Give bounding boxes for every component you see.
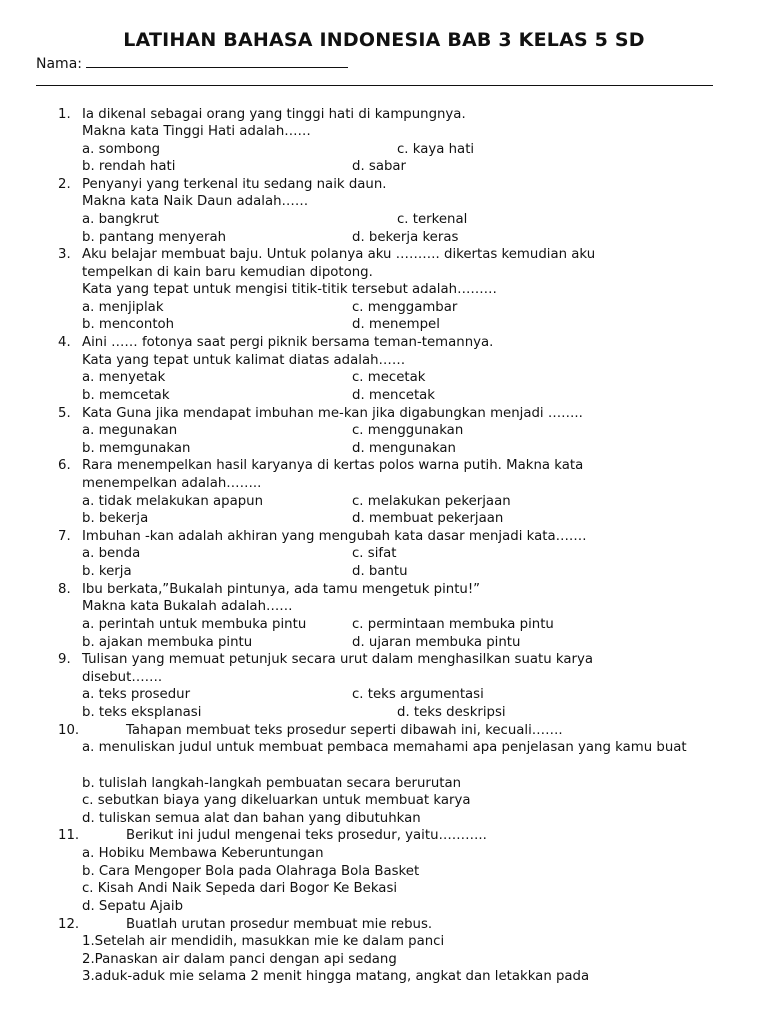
question-8-option-c[interactable]: c. permintaan membuka pintu: [352, 617, 554, 632]
question-6-option-b[interactable]: b. bekerja: [82, 511, 149, 526]
question-2-option-c[interactable]: c. terkenal: [397, 212, 468, 227]
question-1-option-d[interactable]: d. sabar: [352, 159, 407, 174]
question-12-step-2: 2.Panaskan air dalam panci dengan api sedang: [82, 952, 397, 967]
question-10-option-a[interactable]: a. menuliskan judul untuk membuat pembaca memahami apa penjelasan yang kamu buat: [82, 740, 687, 755]
question-9-option-a[interactable]: a. teks prosedur: [82, 687, 191, 702]
question-11-text: Berikut ini judul mengenai teks prosedur, yaitu………..: [126, 828, 487, 843]
question-1-option-b[interactable]: b. rendah hati: [82, 159, 176, 174]
question-6-option-d[interactable]: d. membuat pekerjaan: [352, 511, 504, 526]
question-1-option-c[interactable]: c. kaya hati: [397, 142, 475, 157]
question-7-text: Imbuhan -kan adalah akhiran yang mengubah kata dasar menjadi kata…….: [82, 529, 587, 544]
question-4-option-b[interactable]: b. memcetak: [82, 388, 170, 403]
name-blank-line[interactable]: [86, 53, 348, 68]
question-12-step-1: 1.Setelah air mendidih, masukkan mie ke dalam panci: [82, 934, 445, 949]
question-10-text: Tahapan membuat teks prosedur seperti dibawah ini, kecuali…….: [126, 723, 563, 738]
question-9-text: Tulisan yang memuat petunjuk secara urut dalam menghasilkan suatu karya: [82, 652, 594, 667]
question-12-number: 12.: [58, 917, 80, 932]
question-6-option-c[interactable]: c. melakukan pekerjaan: [352, 494, 511, 509]
question-2-text: Penyanyi yang terkenal itu sedang naik daun.: [82, 177, 387, 192]
question-9-number: 9.: [58, 652, 71, 667]
question-5-option-d[interactable]: d. mengunakan: [352, 441, 456, 456]
question-8-text: Ibu berkata,”Bukalah pintunya, ada tamu mengetuk pintu!”: [82, 582, 481, 597]
question-8-text: Makna kata Bukalah adalah……: [82, 599, 293, 614]
question-4-text: Kata yang tepat untuk kalimat diatas adalah……: [82, 353, 406, 368]
question-4-option-a[interactable]: a. menyetak: [82, 370, 166, 385]
question-5-option-a[interactable]: a. megunakan: [82, 423, 178, 438]
question-3-text: tempelkan di kain baru kemudian dipotong.: [82, 265, 373, 280]
question-3-number: 3.: [58, 247, 71, 262]
question-12-text: Buatlah urutan prosedur membuat mie rebus.: [126, 917, 433, 932]
question-11-option-d[interactable]: d. Sepatu Ajaib: [82, 899, 184, 914]
question-9-option-b[interactable]: b. teks eksplanasi: [82, 705, 202, 720]
question-4-option-c[interactable]: c. mecetak: [352, 370, 426, 385]
question-11-option-b[interactable]: b. Cara Mengoper Bola pada Olahraga Bola Basket: [82, 864, 420, 879]
question-10-option-d[interactable]: d. tuliskan semua alat dan bahan yang dibutuhkan: [82, 811, 421, 826]
question-1-text: Ia dikenal sebagai orang yang tinggi hati di kampungnya.: [82, 107, 466, 122]
question-6-text: Rara menempelkan hasil karyanya di kertas polos warna putih. Makna kata: [82, 458, 584, 473]
question-4-text: Aini …… fotonya saat pergi piknik bersama teman-temannya.: [82, 335, 494, 350]
question-6-number: 6.: [58, 458, 71, 473]
header-divider: [36, 85, 713, 86]
question-9-text: disebut…….: [82, 670, 163, 685]
question-9-option-c[interactable]: c. teks argumentasi: [352, 687, 484, 702]
question-8-option-a[interactable]: a. perintah untuk membuka pintu: [82, 617, 307, 632]
question-3-option-b[interactable]: b. mencontoh: [82, 317, 175, 332]
worksheet-title: LATIHAN BAHASA INDONESIA BAB 3 KELAS 5 SD: [123, 29, 645, 51]
question-5-number: 5.: [58, 406, 71, 421]
question-5-option-c[interactable]: c. menggunakan: [352, 423, 464, 438]
question-2-text: Makna kata Naik Daun adalah……: [82, 194, 309, 209]
name-label: Nama:: [36, 56, 82, 72]
question-2-option-d[interactable]: d. bekerja keras: [352, 230, 459, 245]
question-7-number: 7.: [58, 529, 71, 544]
question-7-option-d[interactable]: d. bantu: [352, 564, 408, 579]
question-11-number: 11.: [58, 828, 80, 843]
question-4-option-d[interactable]: d. mencetak: [352, 388, 436, 403]
question-4-number: 4.: [58, 335, 71, 350]
question-6-text: menempelkan adalah……..: [82, 476, 262, 491]
name-field: [36, 53, 348, 72]
question-5-text: Kata Guna jika mendapat imbuhan me-kan jika digabungkan menjadi ……..: [82, 406, 583, 421]
question-3-text: Aku belajar membuat baju. Untuk polanya aku ………. dikertas kemudian aku: [82, 247, 596, 262]
question-9-option-d[interactable]: d. teks deskripsi: [397, 705, 506, 720]
question-10-option-b[interactable]: b. tulislah langkah-langkah pembuatan secara berurutan: [82, 776, 462, 791]
question-11-option-a[interactable]: a. Hobiku Membawa Keberuntungan: [82, 846, 324, 861]
question-1-text: Makna kata Tinggi Hati adalah……: [82, 124, 311, 139]
question-7-option-c[interactable]: c. sifat: [352, 546, 397, 561]
question-11-option-c[interactable]: c. Kisah Andi Naik Sepeda dari Bogor Ke Bekasi: [82, 881, 398, 896]
question-8-option-d[interactable]: d. ujaran membuka pintu: [352, 635, 521, 650]
question-2-option-a[interactable]: a. bangkrut: [82, 212, 159, 227]
question-3-option-d[interactable]: d. menempel: [352, 317, 440, 332]
question-8-option-b[interactable]: b. ajakan membuka pintu: [82, 635, 253, 650]
question-5-option-b[interactable]: b. memgunakan: [82, 441, 191, 456]
question-2-option-b[interactable]: b. pantang menyerah: [82, 230, 227, 245]
question-3-option-a[interactable]: a. menjiplak: [82, 300, 164, 315]
question-3-option-c[interactable]: c. menggambar: [352, 300, 458, 315]
question-1-option-a[interactable]: a. sombong: [82, 142, 161, 157]
question-1-number: 1.: [58, 107, 71, 122]
question-7-option-a[interactable]: a. benda: [82, 546, 141, 561]
question-12-step-3: 3.aduk-aduk mie selama 2 menit hingga matang, angkat dan letakkan pada: [82, 969, 590, 984]
question-6-option-a[interactable]: a. tidak melakukan apapun: [82, 494, 264, 509]
question-2-number: 2.: [58, 177, 71, 192]
question-3-text: Kata yang tepat untuk mengisi titik-titik tersebut adalah………: [82, 282, 497, 297]
question-8-number: 8.: [58, 582, 71, 597]
question-7-option-b[interactable]: b. kerja: [82, 564, 132, 579]
question-10-option-c[interactable]: c. sebutkan biaya yang dikeluarkan untuk membuat karya: [82, 793, 471, 808]
question-10-number: 10.: [58, 723, 80, 738]
